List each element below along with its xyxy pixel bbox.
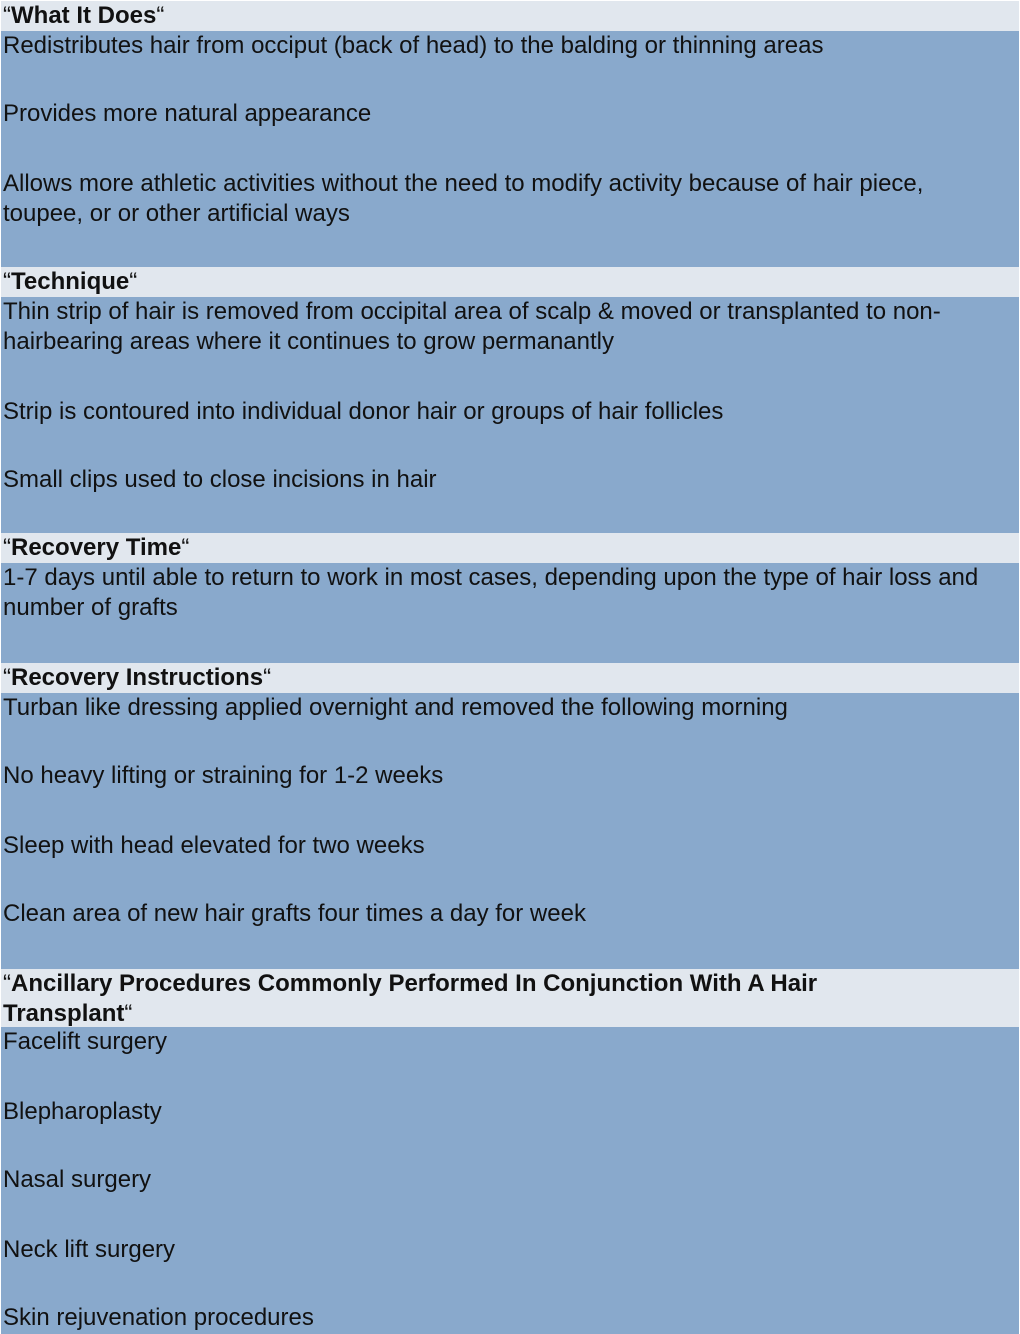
section-body-what-it-does bbox=[1, 31, 1019, 267]
close-quote: “ bbox=[129, 268, 138, 295]
list-item: Turban like dressing applied overnight and removed the following morning bbox=[3, 694, 788, 721]
list-item: Sleep with head elevated for two weeks bbox=[3, 832, 425, 859]
list-item: Strip is contoured into individual donor hair or groups of hair follicles bbox=[3, 398, 724, 425]
list-item: Facelift surgery bbox=[3, 1028, 168, 1055]
section-header-technique bbox=[1, 267, 1019, 297]
section-body-ancillary-procedures bbox=[1, 1027, 1019, 1334]
section-title: Recovery Time bbox=[11, 534, 182, 561]
section-title: Recovery Instructions bbox=[11, 664, 264, 691]
open-quote: “ bbox=[3, 2, 11, 29]
section-header-recovery-instructions bbox=[1, 663, 1019, 693]
section-body-recovery-time bbox=[1, 563, 1019, 663]
list-item: 1-7 days until able to return to work in most cases, depending upon the type of hair loss and number of grafts bbox=[3, 564, 979, 621]
list-item: Thin strip of hair is removed from occipital area of scalp & moved or transplanted to non-hairbearing areas where it continues to grow permanantly bbox=[3, 298, 941, 355]
section-title: Technique bbox=[11, 268, 130, 295]
list-item: Blepharoplasty bbox=[3, 1098, 162, 1125]
close-quote: “ bbox=[263, 664, 272, 691]
list-item: Provides more natural appearance bbox=[3, 100, 372, 127]
list-item: Clean area of new hair grafts four times a day for week bbox=[3, 900, 586, 927]
list-item: Nasal surgery bbox=[3, 1166, 152, 1193]
open-quote: “ bbox=[3, 664, 11, 691]
open-quote: “ bbox=[3, 534, 11, 561]
close-quote: “ bbox=[156, 2, 165, 29]
list-item: No heavy lifting or straining for 1-2 weeks bbox=[3, 762, 444, 789]
section-body-recovery-instructions bbox=[1, 693, 1019, 969]
section-body-technique bbox=[1, 297, 1019, 533]
section-title: Ancillary Procedures Commonly Performed In Conjunction With A Hair Transplant bbox=[3, 970, 818, 1027]
list-item: Redistributes hair from occiput (back of head) to the balding or thinning areas bbox=[3, 32, 824, 59]
list-item: Skin rejuvenation procedures bbox=[3, 1304, 314, 1331]
list-item: Neck lift surgery bbox=[3, 1236, 176, 1263]
open-quote: “ bbox=[3, 970, 11, 997]
close-quote: “ bbox=[181, 534, 190, 561]
list-item: Allows more athletic activities without the need to modify activity because of hair piece, toupee, or or other artificial ways bbox=[3, 170, 924, 227]
list-item: Small clips used to close incisions in hair bbox=[3, 466, 437, 493]
section-header-recovery-time bbox=[1, 533, 1019, 563]
section-header-ancillary-procedures bbox=[1, 969, 1019, 1027]
section-header-what-it-does bbox=[1, 1, 1019, 31]
open-quote: “ bbox=[3, 268, 11, 295]
section-title: What It Does bbox=[11, 2, 157, 29]
close-quote: “ bbox=[124, 1000, 133, 1027]
